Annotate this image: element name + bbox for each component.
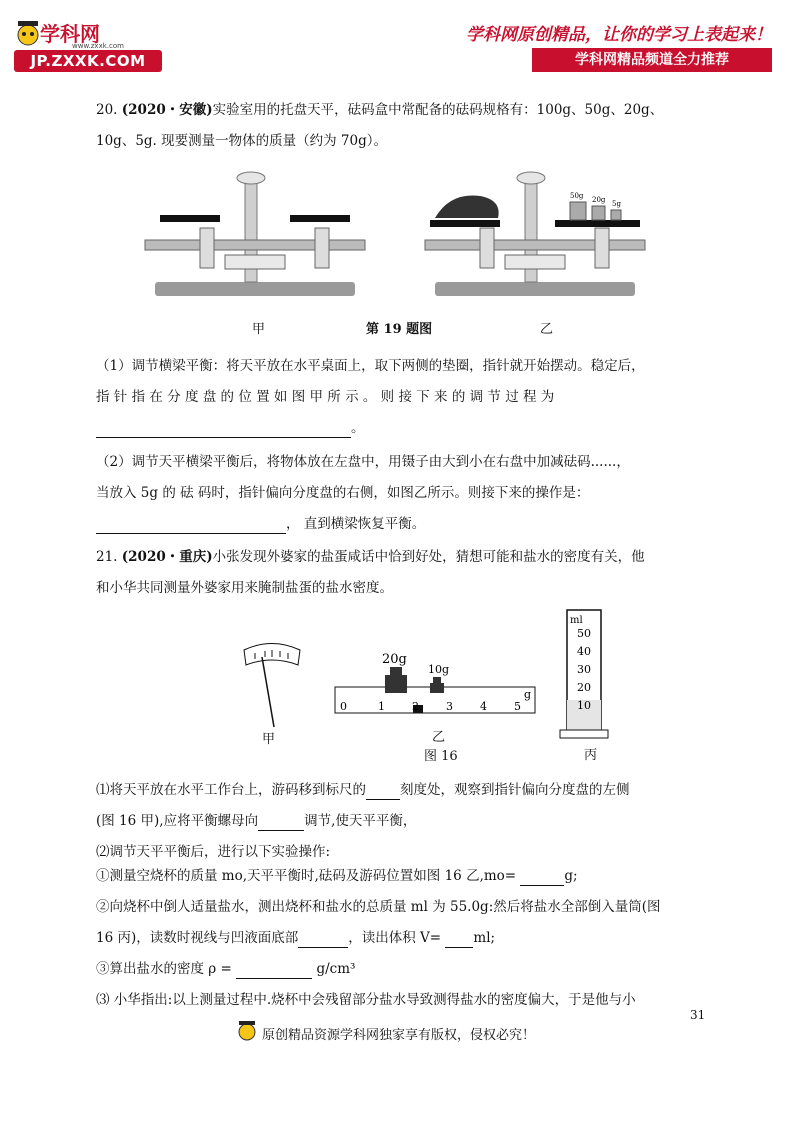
answer-blank-6[interactable]	[298, 947, 348, 948]
scale-tick-5: 5	[514, 700, 521, 713]
dial-jia	[244, 644, 300, 728]
answer-blank-5[interactable]	[520, 885, 564, 886]
q20-sub2-line3: ， 直到横梁恢复平衡。	[96, 514, 706, 534]
fig16-label-jia: 甲	[262, 732, 276, 747]
q21-s2-1: ①测量空烧杯的质量 mo,天平平衡时,砝码及游码位置如图 16 乙,mo= g;	[96, 868, 578, 884]
q20-line1: 20. (2020・安徽)实验室用的托盘天平，砝码盒中常配备的砝码规格有：100g、50g、20g、	[96, 102, 664, 118]
answer-blank-4[interactable]	[258, 830, 304, 831]
scale-tick-0: 0	[340, 700, 347, 713]
q20-line2: 10g、5g. 现要测量一物体的质量（约为 70g）。	[96, 133, 387, 149]
balance-jia	[145, 172, 365, 296]
channel-banner: 学科网精品频道全力推荐	[532, 48, 772, 72]
q20-sub1-line1: （1）调节横梁平衡：将天平放在水平桌面上，取下两侧的垫圈，指针就开始摆动。稳定后，	[96, 358, 645, 374]
copyright-notice: 原创精品资源学科网独家享有版权，侵权必究！	[262, 1028, 536, 1043]
logo-url[interactable]: JP.ZXXK.COM	[14, 50, 162, 72]
q21-s2-2a: ②向烧杯中倒人适量盐水，测出烧杯和盐水的总质量 ml 为 55.0g:然后将盐水全部倒入量筒(图	[96, 899, 661, 915]
scale-yi	[335, 652, 535, 713]
fig19-label-jia: 甲	[252, 322, 266, 337]
cylinder-tick-10: 10	[577, 699, 591, 712]
answer-blank-3[interactable]	[366, 799, 400, 800]
scale-tick-2: 2	[412, 700, 419, 713]
balance-yi	[425, 172, 645, 296]
fig16-label-yi: 乙	[432, 730, 446, 745]
fig19-label-yi: 乙	[540, 322, 554, 337]
weight-label-20g: 20g	[382, 652, 407, 667]
q21-s2: ⑵调节天平平衡后，进行以下实验操作:	[96, 844, 331, 860]
weight-label-50g: 50g	[570, 192, 584, 200]
q20-sub2-line1: （2）调节天平横梁平衡后，将物体放在左盘中，用镊子由大到小在右盘中加减砝码......，	[96, 454, 630, 470]
scale-tick-3: 3	[446, 700, 453, 713]
scale-tick-1: 1	[378, 700, 385, 713]
weight-label-10g: 10g	[428, 663, 450, 676]
cylinder-tick-40: 40	[577, 645, 591, 658]
q21-s2-2b: 16 丙)，读数时视线与凹液面底部 ，读出体积 V= ml;	[96, 930, 496, 946]
scale-unit: g	[524, 688, 532, 701]
cylinder-tick-30: 30	[577, 663, 591, 676]
fig16-label-bing: 丙	[584, 748, 598, 763]
mascot-icon	[14, 18, 42, 48]
q20-sub1-line3: 。	[96, 418, 706, 438]
fig16-caption: 图 16	[424, 749, 458, 764]
cylinder-unit: ml	[570, 615, 583, 626]
q20-balance-figure	[130, 160, 670, 300]
answer-blank-1[interactable]	[96, 437, 351, 438]
q20-sub2-line2: 当放入 5g 的 砝 码时，指针偏向分度盘的右侧，如图乙所示。则接下来的操作是：	[96, 485, 590, 501]
cylinder-bing	[560, 610, 608, 738]
weight-label-5g: 5g	[612, 200, 621, 208]
q21-s1-line1: ⑴将天平放在水平工作台上，游码移到标尺的 刻度处，观察到指针偏向分度盘的左侧	[96, 782, 630, 798]
cylinder-tick-50: 50	[577, 627, 591, 640]
mascot-icon	[236, 1018, 258, 1042]
answer-blank-7[interactable]	[445, 947, 473, 948]
q21-s2-3: ③算出盐水的密度 ρ = g/cm³	[96, 961, 356, 977]
q21-s3: ⑶ 小华指出:以上测量过程中.烧杯中会残留部分盐水导致测得盐水的密度偏大，于是他与小	[96, 992, 636, 1008]
header-slogan: 学科网原创精品，让你的学习上表起来！	[466, 25, 772, 45]
q20-sub1-line2: 指 针 指 在 分 度 盘 的 位 置 如 图 甲 所 示 。 则 接 下 来 的 调 节 过 程 为	[96, 389, 555, 405]
page-number: 31	[690, 1008, 706, 1022]
site-logo	[14, 18, 162, 76]
answer-blank-2[interactable]	[96, 533, 286, 534]
scale-tick-4: 4	[480, 700, 487, 713]
fig19-caption: 第 19 题图	[366, 322, 433, 337]
logo-text: 学科网	[40, 22, 100, 46]
weight-label-20g: 20g	[592, 196, 606, 204]
q21-source: (2020・重庆)	[121, 549, 213, 565]
logo-subtext: www.zxxk.com	[72, 42, 124, 50]
answer-blank-8[interactable]	[236, 978, 312, 979]
cylinder-tick-20: 20	[577, 681, 591, 694]
q21-s1-line2: (图 16 甲),应将平衡螺母向 调节,使天平平衡，	[96, 813, 417, 829]
q20-source: (2020・安徽)	[121, 102, 213, 118]
q21-line2: 和小华共同测量外婆家用来腌制盐蛋的盐水密度。	[96, 580, 393, 596]
q21-line1: 21. (2020・重庆)小张发现外婆家的盐蛋咸话中恰到好处，猜想可能和盐水的密度有关，他	[96, 549, 645, 565]
